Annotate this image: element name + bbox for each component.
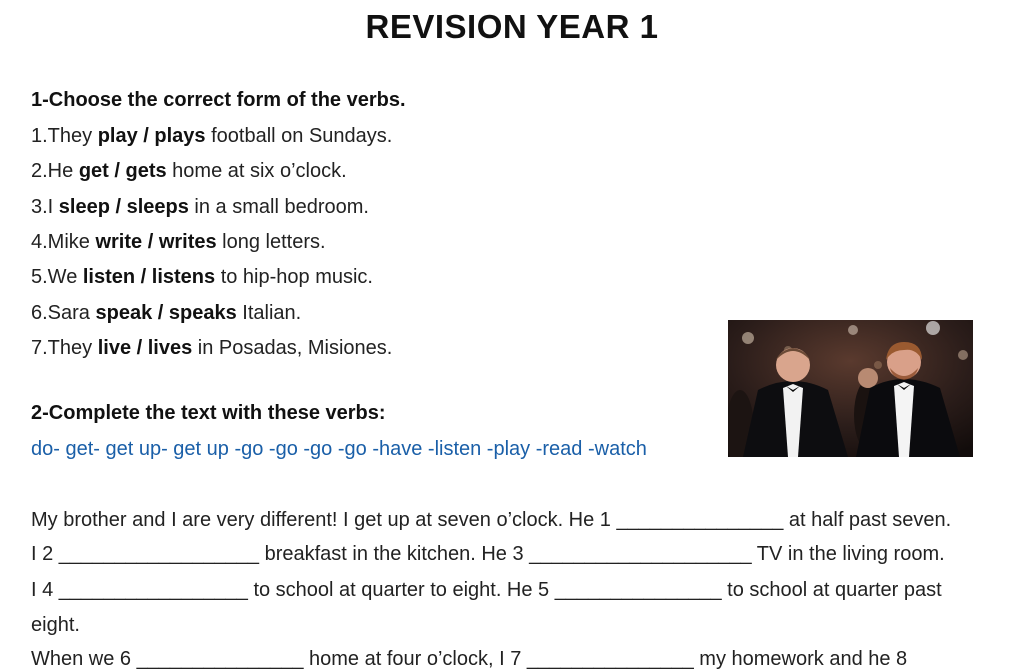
page-title: REVISION YEAR 1 xyxy=(365,8,659,45)
exercise-item: 4.Mike write / writes long letters. xyxy=(31,231,326,253)
photo-two-men-in-tuxedos xyxy=(728,320,973,457)
verb-choice: live / lives xyxy=(97,337,193,359)
verb-bank: do- get- get up- get up -go -go -go -go -have -listen -play -read -watch xyxy=(31,438,647,460)
verb-choice: write / writes xyxy=(95,231,217,253)
passage-line: I 2 __________________ breakfast in the kitchen. He 3 ____________________ TV in the living room. xyxy=(31,543,945,565)
exercise-item: 2.He get / gets home at six o’clock. xyxy=(31,160,347,182)
exercise-item: 3.I sleep / sleeps in a small bedroom. xyxy=(31,196,369,218)
exercise-item: 5.We listen / listens to hip-hop music. xyxy=(31,266,373,288)
passage-line: My brother and I are very different! I get up at seven o’clock. He 1 _______________ at half past seven. xyxy=(31,509,952,531)
passage-line: I 4 _________________ to school at quarter to eight. He 5 _______________ to school at quarter past xyxy=(31,579,942,601)
passage-line: eight. xyxy=(31,614,80,636)
verb-choice: speak / speaks xyxy=(95,302,237,324)
exercise-item: 6.Sara speak / speaks Italian. xyxy=(31,302,302,324)
verb-choice: listen / listens xyxy=(82,266,216,288)
section-1-heading: 1-Choose the correct form of the verbs. xyxy=(31,89,406,111)
verb-choice: sleep / sleeps xyxy=(58,196,189,218)
exercise-item: 7.They live / lives in Posadas, Misiones. xyxy=(31,337,393,359)
verb-choice: get / gets xyxy=(78,160,167,182)
section-2-heading: 2-Complete the text with these verbs: xyxy=(31,402,386,424)
passage-line: When we 6 _______________ home at four o’clock, I 7 _______________ my homework and he 8 xyxy=(31,648,908,670)
verb-choice: play / plays xyxy=(97,125,206,147)
exercise-item: 1.They play / plays football on Sundays. xyxy=(31,125,393,147)
photo-illustration xyxy=(728,320,973,457)
